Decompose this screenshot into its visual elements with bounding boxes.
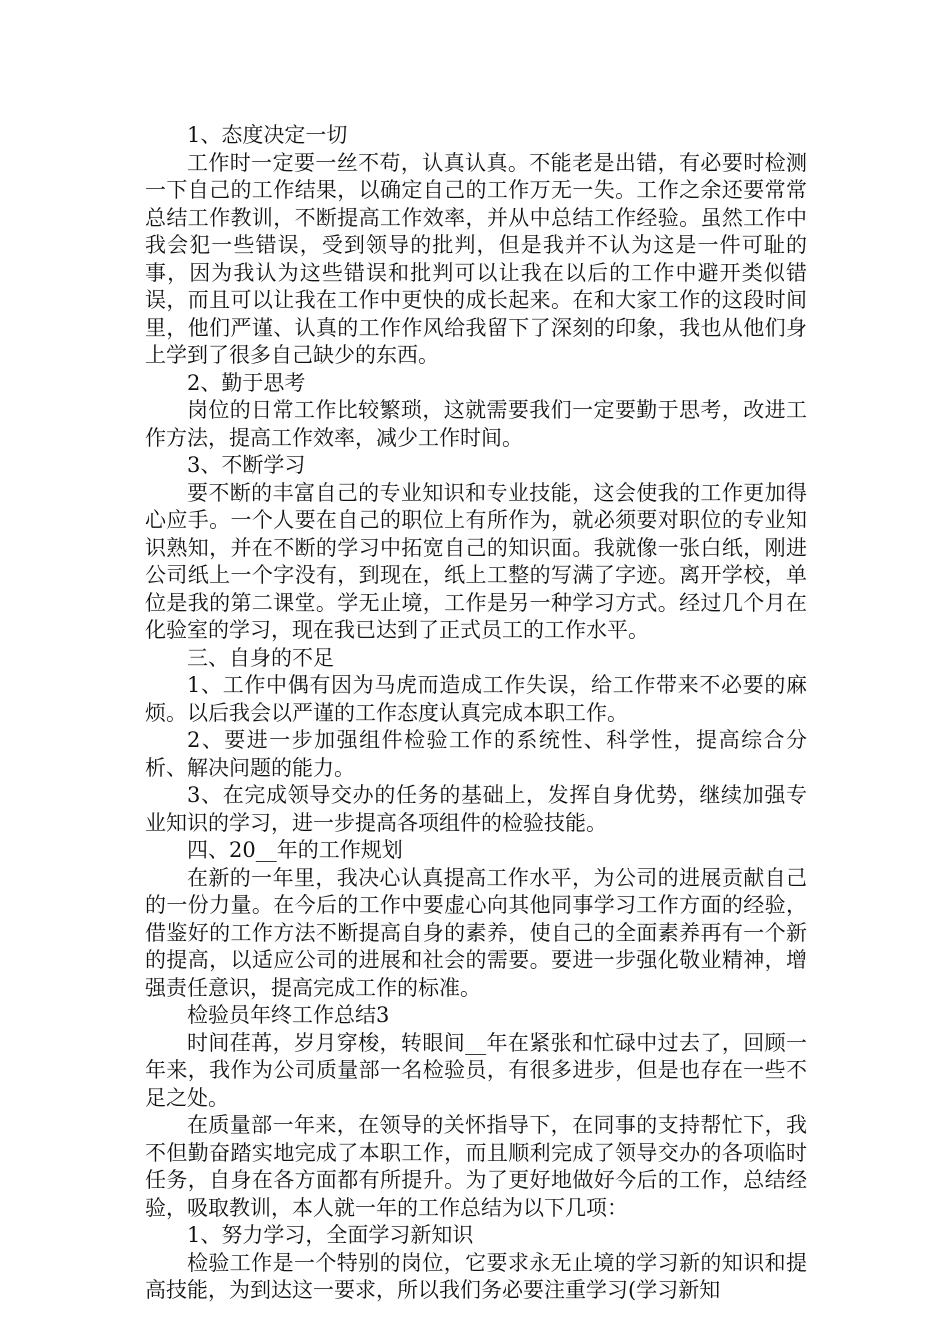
paragraph: 在质量部一年来，在领导的关怀指导下，在同事的支持帮忙下，我不但勤奋踏实地完成了本职工作，而且顺利完成了领导交办的各项临时任务，自身在各方面都有所提升。为了更好地做好今后的工作，总结经验，吸取教训，本人就一年的工作总结为以下几项： <box>145 1113 807 1220</box>
paragraph: 在新的一年里，我决心认真提高工作水平，为公司的进展贡献自己的一份力量。在今后的工作中要虚心向其他同事学习工作方面的经验，借鉴好的工作方法不断提高自身的素养，使自己的全面素养再有一个新的提高，以适应公司的进展和社会的需要。要进一步强化敬业精神，增强责任意识，提高完成工作的标准。 <box>145 865 807 1000</box>
list-item: 3、在完成领导交办的任务的基础上，发挥自身优势，继续加强专业知识的学习，进一步提高各项组件的检验技能。 <box>145 783 807 835</box>
paragraph: 岗位的日常工作比较繁琐，这就需要我们一定要勤于思考，改进工作方法，提高工作效率，减少工作时间。 <box>145 398 807 450</box>
paragraph: 要不断的丰富自己的专业知识和专业技能，这会使我的工作更加得心应手。一个人要在自己的职位上有所作为，就必须要对职位的专业知识熟知，并在不断的学习中拓宽自己的知识面。我就像一张白纸，刚进公司纸上一个字没有，到现在，纸上工整的写满了字迹。离开学校，单位是我的第二课堂。学无止境，工作是另一种学习方式。经过几个月在化验室的学习，现在我已达到了正式员工的工作水平。 <box>145 480 807 642</box>
section-heading-thinking: 2、勤于思考 <box>187 370 306 395</box>
section-heading-shortcomings: 三、自身的不足 <box>187 645 334 670</box>
document-title: 检验员年终工作总结3 <box>187 1003 390 1027</box>
paragraph: 时间荏苒，岁月穿梭，转眼间__年在紧张和忙碌中过去了，回顾一年来，我作为公司质量部一名检验员，有很多进步，但是也存在一些不足之处。 <box>145 1030 807 1110</box>
section-heading-attitude: 1、态度决定一切 <box>187 123 348 147</box>
section-heading-plan: 四、20__年的工作规划 <box>187 838 403 862</box>
list-item: 1、工作中偶有因为马虎而造成工作失误，给工作带来不必要的麻烦。以后我会以严谨的工作态度认真完成本职工作。 <box>145 673 807 725</box>
section-heading-study: 1、努力学习，全面学习新知识 <box>187 1223 474 1247</box>
section-heading-learning: 3、不断学习 <box>187 453 306 477</box>
paragraph: 检验工作是一个特别的岗位，它要求永无止境的学习新的知识和提高技能，为到达这一要求，所以我们务必要注重学习(学习新知 <box>145 1250 807 1302</box>
document-body <box>145 122 807 1305</box>
paragraph: 工作时一定要一丝不苟，认真认真。不能老是出错，有必要时检测一下自己的工作结果，以确定自己的工作万无一失。工作之余还要常常总结工作教训，不断提高工作效率，并从中总结工作经验。虽然工作中我会犯一些错误，受到领导的批判，但是我并不认为这是一件可耻的事，因为我认为这些错误和批判可以让我在以后的工作中避开类似错误，而且可以让我在工作中更快的成长起来。在和大家工作的这段时间里，他们严谨、认真的工作作风给我留下了深刻的印象，我也从他们身上学到了很多自己缺少的东西。 <box>145 150 807 367</box>
list-item: 2、要进一步加强组件检验工作的系统性、科学性，提高综合分析、解决问题的能力。 <box>145 728 807 780</box>
